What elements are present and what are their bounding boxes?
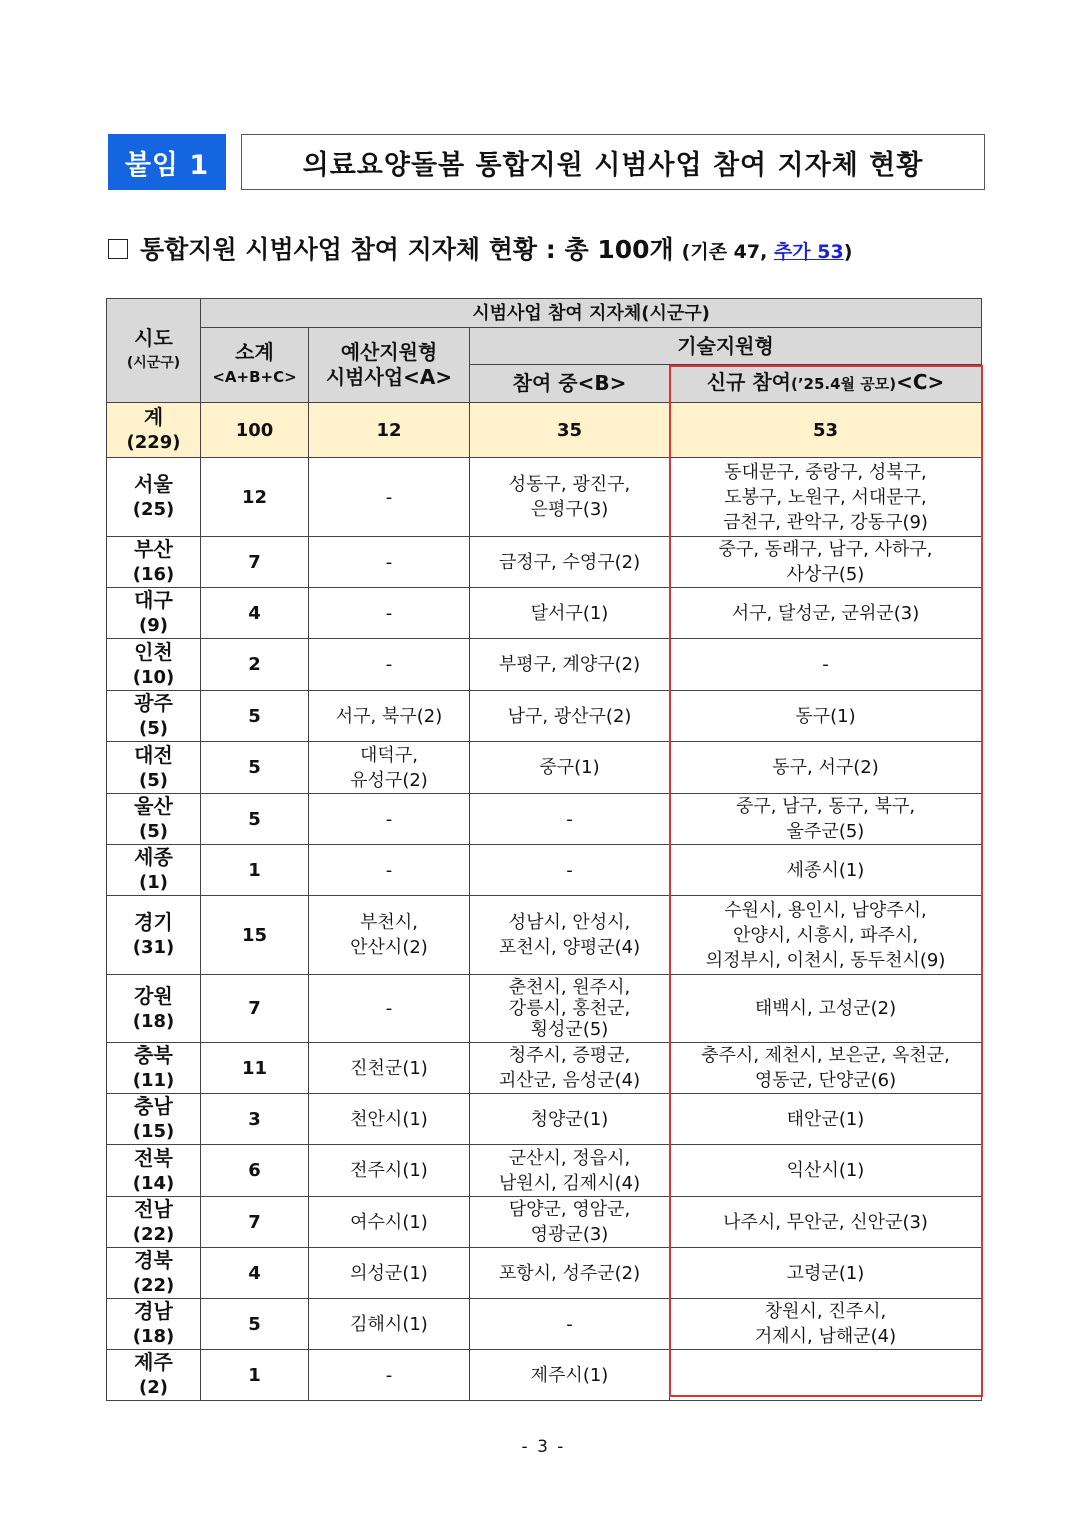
- region-cell: [107, 1145, 201, 1197]
- budget-cell: 여수시(1): [309, 1197, 470, 1248]
- region-count: (11): [132, 1070, 175, 1091]
- new-line: 세종시(1): [786, 859, 865, 881]
- ongoing-line: 청양군(1): [530, 1108, 609, 1130]
- budget-cell: -: [309, 794, 470, 845]
- region-row: [107, 794, 982, 845]
- ongoing-cell: [470, 1299, 670, 1350]
- total-name: 계: [143, 405, 164, 429]
- ongoing-cell: [470, 1197, 670, 1248]
- new-cell: [670, 1197, 982, 1248]
- region-count: (5): [139, 718, 168, 739]
- ongoing-line: 영광군(3): [530, 1224, 609, 1245]
- budget-line: 안산시(2): [350, 937, 428, 958]
- sum-cell: 7: [201, 537, 309, 588]
- section-heading-note: [682, 237, 853, 264]
- header-ongoing: 참여 중<B>: [470, 365, 670, 403]
- new-line: 태백시, 고성군(2): [754, 998, 897, 1019]
- region-row: [107, 458, 982, 537]
- header-sido-sub: (시군구): [126, 354, 181, 371]
- header-new-a: 신규 참여: [706, 370, 791, 394]
- region-name: 전북: [134, 1145, 173, 1170]
- sum-cell: 1: [201, 1350, 309, 1401]
- header-group: 시범사업 참여 지자체(시군구): [201, 299, 982, 328]
- new-line: 거제시, 남해군(4): [754, 1326, 897, 1347]
- ongoing-cell: [470, 896, 670, 975]
- participation-table: [106, 298, 982, 1401]
- new-cell: [670, 1043, 982, 1094]
- region-name: 경기: [134, 910, 173, 934]
- header-sum: [201, 328, 309, 403]
- region-count: (14): [132, 1172, 175, 1194]
- region-row: [107, 1145, 982, 1197]
- sum-cell: 5: [201, 1299, 309, 1350]
- new-line: 동대문구, 중랑구, 성북구,: [724, 461, 927, 483]
- region-cell: [107, 794, 201, 845]
- sum-cell: 4: [201, 588, 309, 639]
- new-line: 동구, 서구(2): [772, 757, 879, 778]
- total-b: 35: [470, 403, 670, 458]
- budget-line: 대덕구,: [360, 744, 418, 766]
- total-row: [107, 403, 982, 458]
- new-cell: [670, 1094, 982, 1145]
- region-count: (18): [132, 1010, 175, 1032]
- ongoing-line: 제주시(1): [530, 1364, 609, 1386]
- sum-cell: 4: [201, 1248, 309, 1299]
- new-line: 익산시(1): [786, 1160, 865, 1181]
- region-cell: [107, 691, 201, 742]
- region-row: [107, 1197, 982, 1248]
- attachment-badge: 붙임 1: [108, 134, 226, 190]
- region-row: [107, 588, 982, 639]
- region-row: [107, 975, 982, 1043]
- new-cell: [670, 742, 982, 794]
- region-cell: [107, 1094, 201, 1145]
- region-cell: [107, 742, 201, 794]
- region-name: 세종: [134, 845, 173, 869]
- region-count: (18): [132, 1326, 175, 1347]
- new-cell: [670, 1145, 982, 1197]
- sum-cell: 12: [201, 458, 309, 537]
- region-row: [107, 845, 982, 896]
- region-row: [107, 1043, 982, 1094]
- new-line: -: [822, 654, 829, 675]
- region-count: (1): [139, 872, 168, 893]
- new-line: 서구, 달성군, 군위군(3): [731, 602, 920, 624]
- sum-cell: 6: [201, 1145, 309, 1197]
- region-row: [107, 537, 982, 588]
- added-count-link[interactable]: 추가 53: [773, 241, 844, 263]
- ongoing-cell: [470, 794, 670, 845]
- new-line: 고령군(1): [786, 1262, 865, 1284]
- ongoing-line: 포항시, 성주군(2): [498, 1262, 641, 1284]
- section-heading-text: 통합지원 시범사업 참여 지자체 현황 : 총 100개: [140, 235, 674, 264]
- ongoing-cell: [470, 639, 670, 691]
- region-count: (5): [139, 769, 168, 791]
- new-cell: [670, 588, 982, 639]
- budget-cell: 전주시(1): [309, 1145, 470, 1197]
- new-line: 사상구(5): [786, 564, 865, 585]
- ongoing-line: 강릉시, 홍천군,: [508, 998, 631, 1019]
- region-cell: [107, 639, 201, 691]
- section-heading: [108, 230, 852, 266]
- ongoing-line: 남원시, 김제시(4): [498, 1172, 641, 1194]
- ongoing-cell: [470, 691, 670, 742]
- new-cell: [670, 975, 982, 1043]
- region-cell: [107, 588, 201, 639]
- ongoing-line: 성동구, 광진구,: [508, 474, 631, 495]
- region-cell: [107, 1197, 201, 1248]
- region-row: [107, 639, 982, 691]
- new-line: 중구, 남구, 동구, 북구,: [735, 796, 916, 817]
- region-name: 서울: [134, 472, 173, 496]
- ongoing-line: 금정구, 수영구(2): [498, 551, 641, 573]
- budget-cell: -: [309, 1350, 470, 1401]
- budget-cell: -: [309, 458, 470, 537]
- region-row: [107, 896, 982, 975]
- region-count: (22): [132, 1224, 175, 1245]
- region-cell: [107, 1043, 201, 1094]
- budget-cell: 천안시(1): [309, 1094, 470, 1145]
- region-count: (10): [132, 666, 175, 688]
- new-line: 충주시, 제천시, 보은군, 옥천군,: [701, 1045, 950, 1066]
- total-sum: 100: [201, 403, 309, 458]
- region-count: (22): [132, 1275, 175, 1296]
- ongoing-line: 달서구(1): [530, 602, 609, 624]
- region-cell: [107, 845, 201, 896]
- region-row: [107, 1350, 982, 1401]
- ongoing-line: 성남시, 안성시,: [508, 912, 631, 933]
- region-name: 대전: [134, 742, 173, 767]
- region-name: 광주: [134, 691, 173, 715]
- header-sido: [107, 299, 201, 403]
- region-cell: [107, 537, 201, 588]
- new-cell: [670, 639, 982, 691]
- new-line: 금천구, 관악구, 강동구(9): [723, 511, 928, 533]
- header-new: [670, 365, 982, 403]
- ongoing-line: 춘천시, 원주시,: [508, 977, 631, 998]
- budget-cell: [309, 896, 470, 975]
- budget-line: 부천시,: [360, 912, 418, 933]
- region-name: 충남: [134, 1094, 173, 1118]
- budget-cell: -: [309, 845, 470, 896]
- budget-cell: 진천군(1): [309, 1043, 470, 1094]
- region-name: 제주: [134, 1350, 173, 1374]
- region-cell: [107, 975, 201, 1043]
- new-cell: [670, 1350, 982, 1401]
- total-a: 12: [309, 403, 470, 458]
- region-row: [107, 1094, 982, 1145]
- region-count: (25): [132, 499, 175, 520]
- new-cell: [670, 896, 982, 975]
- total-count: (229): [126, 432, 181, 453]
- sum-cell: 2: [201, 639, 309, 691]
- new-line: 나주시, 무안군, 신안군(3): [723, 1211, 928, 1233]
- region-row: [107, 1299, 982, 1350]
- region-name: 대구: [134, 588, 173, 612]
- new-line: 중구, 동래구, 남구, 사하구,: [718, 539, 933, 560]
- sum-cell: 5: [201, 691, 309, 742]
- region-cell: [107, 1248, 201, 1299]
- budget-cell: 서구, 북구(2): [309, 691, 470, 742]
- new-cell: [670, 691, 982, 742]
- ongoing-line: 괴산군, 음성군(4): [498, 1070, 641, 1091]
- region-name: 울산: [134, 794, 173, 818]
- header-new-b: (’25.4월 공모): [790, 375, 897, 393]
- header-sido-label: 시도: [134, 325, 173, 350]
- new-line: 도봉구, 노원구, 서대문구,: [724, 486, 927, 508]
- new-line: 안양시, 시흥시, 파주시,: [732, 924, 919, 946]
- ongoing-line: 청주시, 증평군,: [508, 1045, 631, 1066]
- header-sum-sub: <A+B+C>: [212, 368, 297, 386]
- header-budget-1: 예산지원형: [340, 340, 438, 364]
- region-count: (9): [139, 615, 168, 636]
- region-name: 부산: [134, 537, 173, 561]
- ongoing-cell: [470, 1094, 670, 1145]
- new-cell: [670, 458, 982, 537]
- ongoing-line: 부평구, 계양구(2): [498, 654, 641, 675]
- ongoing-cell: [470, 975, 670, 1043]
- ongoing-cell: [470, 588, 670, 639]
- region-count: (15): [132, 1121, 175, 1142]
- ongoing-line: 군산시, 정읍시,: [508, 1147, 631, 1169]
- region-name: 충북: [134, 1043, 173, 1067]
- ongoing-cell: [470, 845, 670, 896]
- sum-cell: 5: [201, 794, 309, 845]
- header-budget: [309, 328, 470, 403]
- checkbox-bullet-icon: [108, 239, 128, 259]
- page-number: - 3 -: [521, 1437, 566, 1457]
- new-line: 동구(1): [795, 705, 856, 727]
- ongoing-cell: [470, 742, 670, 794]
- region-name: 강원: [134, 983, 173, 1008]
- note-close: ): [843, 241, 853, 263]
- ongoing-line: 포천시, 양평군(4): [498, 937, 641, 958]
- header-sum-label: 소계: [235, 340, 274, 364]
- new-line: 태안군(1): [786, 1108, 865, 1130]
- total-region: [107, 403, 201, 458]
- new-cell: [670, 1248, 982, 1299]
- ongoing-cell: [470, 537, 670, 588]
- ongoing-cell: [470, 458, 670, 537]
- sum-cell: 3: [201, 1094, 309, 1145]
- budget-line: 유성구(2): [350, 769, 428, 791]
- ongoing-line: -: [566, 1313, 573, 1335]
- total-c: 53: [670, 403, 982, 458]
- budget-cell: [309, 742, 470, 794]
- region-name: 경북: [134, 1248, 173, 1272]
- ongoing-line: 담양군, 영암군,: [508, 1199, 631, 1220]
- region-cell: [107, 458, 201, 537]
- ongoing-line: 횡성군(5): [530, 1019, 609, 1040]
- ongoing-cell: [470, 1043, 670, 1094]
- budget-cell: 의성군(1): [309, 1248, 470, 1299]
- region-cell: [107, 1350, 201, 1401]
- new-line: 의정부시, 이천시, 동두천시(9): [705, 949, 946, 971]
- region-name: 인천: [134, 639, 173, 664]
- ongoing-cell: [470, 1248, 670, 1299]
- new-cell: [670, 845, 982, 896]
- region-cell: [107, 896, 201, 975]
- ongoing-line: 은평구(3): [530, 499, 609, 520]
- new-line: 울주군(5): [786, 821, 865, 842]
- region-cell: [107, 1299, 201, 1350]
- region-row: [107, 742, 982, 794]
- new-cell: [670, 537, 982, 588]
- sum-cell: 1: [201, 845, 309, 896]
- budget-cell: -: [309, 588, 470, 639]
- budget-cell: 김해시(1): [309, 1299, 470, 1350]
- header-tech: 기술지원형: [470, 328, 982, 365]
- ongoing-line: 남구, 광산구(2): [507, 705, 632, 727]
- ongoing-cell: [470, 1145, 670, 1197]
- region-count: (16): [132, 564, 175, 585]
- region-name: 경남: [134, 1299, 173, 1323]
- ongoing-cell: [470, 1350, 670, 1401]
- sum-cell: 5: [201, 742, 309, 794]
- header-new-c: <C>: [896, 370, 945, 394]
- region-row: [107, 691, 982, 742]
- region-row: [107, 1248, 982, 1299]
- note-open: (기존 47,: [681, 241, 774, 263]
- region-count: (5): [139, 821, 168, 842]
- ongoing-line: 중구(1): [539, 757, 600, 778]
- new-cell: [670, 1299, 982, 1350]
- new-line: 영동군, 단양군(6): [754, 1070, 897, 1091]
- header-budget-2: 시범사업<A>: [325, 365, 453, 389]
- budget-cell: -: [309, 639, 470, 691]
- region-count: (31): [132, 937, 175, 958]
- new-line: 창원시, 진주시,: [764, 1301, 887, 1322]
- new-cell: [670, 794, 982, 845]
- region-name: 전남: [134, 1197, 173, 1221]
- document-title: 의료요양돌봄 통합지원 시범사업 참여 지자체 현황: [241, 134, 985, 190]
- sum-cell: 7: [201, 975, 309, 1043]
- budget-cell: -: [309, 975, 470, 1043]
- sum-cell: 7: [201, 1197, 309, 1248]
- sum-cell: 15: [201, 896, 309, 975]
- sum-cell: 11: [201, 1043, 309, 1094]
- new-line: 수원시, 용인시, 남양주시,: [724, 899, 927, 921]
- region-count: (2): [139, 1377, 168, 1398]
- ongoing-line: -: [566, 808, 573, 830]
- budget-cell: -: [309, 537, 470, 588]
- ongoing-line: -: [566, 859, 573, 881]
